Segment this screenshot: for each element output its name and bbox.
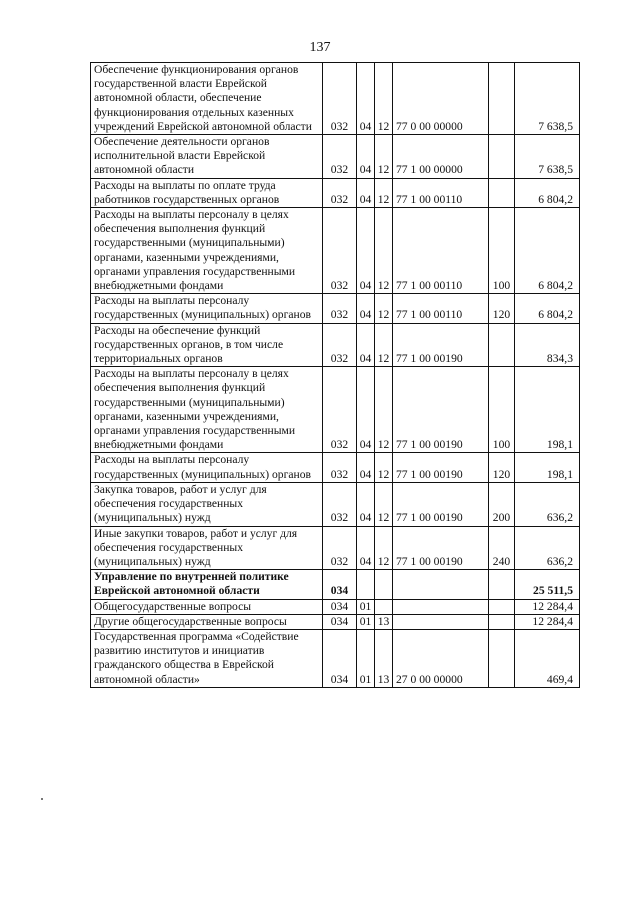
row-grbs: 034 xyxy=(323,629,357,687)
row-amount: 6 804,2 xyxy=(515,294,580,323)
row-name: Обеспечение функционирования органов государственной власти Еврейской автономной области, обеспечение функционирования отдельных казенных учреждений Еврейской автономной области xyxy=(91,63,323,135)
table-row xyxy=(91,135,580,179)
row-rz: 04 xyxy=(357,63,375,135)
row-name: Расходы на выплаты персоналу в целях обеспечения выполнения функций государственными (муниципальными) органами, казенными учреждениями, органами управления государственными внебюджетными фондами xyxy=(91,208,323,294)
row-pr: 12 xyxy=(375,178,393,207)
row-pr xyxy=(375,599,393,614)
row-pr: 12 xyxy=(375,135,393,179)
row-name: Расходы на выплаты по оплате труда работников государственных органов xyxy=(91,178,323,207)
row-target: 77 1 00 00110 xyxy=(393,208,489,294)
row-amount: 636,2 xyxy=(515,482,580,526)
row-grbs: 032 xyxy=(323,323,357,367)
row-vr: 100 xyxy=(489,367,515,453)
row-rz: 04 xyxy=(357,135,375,179)
table-row xyxy=(91,614,580,629)
scan-speck xyxy=(41,798,43,800)
page-number: 137 xyxy=(309,40,331,55)
row-target: 77 1 00 00190 xyxy=(393,323,489,367)
row-rz: 01 xyxy=(357,599,375,614)
row-vr xyxy=(489,63,515,135)
row-vr xyxy=(489,570,515,599)
row-amount: 6 804,2 xyxy=(515,178,580,207)
row-rz: 01 xyxy=(357,629,375,687)
row-rz: 04 xyxy=(357,294,375,323)
row-amount: 198,1 xyxy=(515,367,580,453)
row-rz xyxy=(357,570,375,599)
table-row xyxy=(91,599,580,614)
table-row xyxy=(91,208,580,294)
row-amount: 6 804,2 xyxy=(515,208,580,294)
row-target xyxy=(393,570,489,599)
row-name: Расходы на выплаты персоналу государственных (муниципальных) органов xyxy=(91,294,323,323)
row-grbs: 032 xyxy=(323,135,357,179)
row-rz: 04 xyxy=(357,208,375,294)
table-row-section-header xyxy=(91,570,580,599)
row-name: Общегосударственные вопросы xyxy=(91,599,323,614)
row-target: 27 0 00 00000 xyxy=(393,629,489,687)
row-target: 77 1 00 00110 xyxy=(393,178,489,207)
row-rz: 01 xyxy=(357,614,375,629)
table-row xyxy=(91,629,580,687)
row-target: 77 1 00 00190 xyxy=(393,526,489,570)
row-rz: 04 xyxy=(357,178,375,207)
row-grbs: 032 xyxy=(323,526,357,570)
row-target: 77 1 00 00110 xyxy=(393,294,489,323)
row-name: Расходы на выплаты персоналу государственных (муниципальных) органов xyxy=(91,453,323,482)
row-vr xyxy=(489,629,515,687)
row-target: 77 1 00 00190 xyxy=(393,367,489,453)
row-target: 77 0 00 00000 xyxy=(393,63,489,135)
row-pr: 12 xyxy=(375,323,393,367)
row-amount: 469,4 xyxy=(515,629,580,687)
row-grbs: 032 xyxy=(323,63,357,135)
row-rz: 04 xyxy=(357,323,375,367)
row-name: Расходы на выплаты персоналу в целях обеспечения выполнения функций государственными (муниципальными) органами, казенными учреждениями, органами управления государственными внебюджетными фондами xyxy=(91,367,323,453)
table-row xyxy=(91,453,580,482)
budget-table xyxy=(90,62,580,688)
table-row xyxy=(91,294,580,323)
row-grbs: 032 xyxy=(323,482,357,526)
row-vr xyxy=(489,178,515,207)
row-rz: 04 xyxy=(357,482,375,526)
row-grbs: 034 xyxy=(323,614,357,629)
row-vr: 120 xyxy=(489,294,515,323)
row-vr: 120 xyxy=(489,453,515,482)
row-target xyxy=(393,614,489,629)
row-vr xyxy=(489,614,515,629)
row-target xyxy=(393,599,489,614)
row-grbs: 032 xyxy=(323,178,357,207)
table-row xyxy=(91,323,580,367)
row-name: Другие общегосударственные вопросы xyxy=(91,614,323,629)
row-pr: 12 xyxy=(375,482,393,526)
row-vr xyxy=(489,135,515,179)
row-amount: 834,3 xyxy=(515,323,580,367)
row-amount: 7 638,5 xyxy=(515,63,580,135)
row-grbs: 032 xyxy=(323,294,357,323)
row-name: Обеспечение деятельности органов исполнительной власти Еврейской автономной области xyxy=(91,135,323,179)
row-amount: 12 284,4 xyxy=(515,614,580,629)
row-amount: 12 284,4 xyxy=(515,599,580,614)
table-row xyxy=(91,178,580,207)
row-amount: 7 638,5 xyxy=(515,135,580,179)
row-grbs: 034 xyxy=(323,599,357,614)
row-rz: 04 xyxy=(357,453,375,482)
row-name: Управление по внутренней политике Еврейской автономной области xyxy=(91,570,323,599)
row-amount: 636,2 xyxy=(515,526,580,570)
row-amount: 25 511,5 xyxy=(515,570,580,599)
row-pr: 12 xyxy=(375,367,393,453)
row-grbs: 032 xyxy=(323,367,357,453)
row-vr: 100 xyxy=(489,208,515,294)
row-vr: 200 xyxy=(489,482,515,526)
row-rz: 04 xyxy=(357,367,375,453)
row-pr: 12 xyxy=(375,208,393,294)
row-vr xyxy=(489,323,515,367)
row-target: 77 1 00 00190 xyxy=(393,482,489,526)
row-name: Закупка товаров, работ и услуг для обеспечения государственных (муниципальных) нужд xyxy=(91,482,323,526)
row-pr: 12 xyxy=(375,294,393,323)
row-pr: 12 xyxy=(375,526,393,570)
row-vr: 240 xyxy=(489,526,515,570)
row-amount: 198,1 xyxy=(515,453,580,482)
budget-table-body xyxy=(91,63,580,688)
row-target: 77 1 00 00190 xyxy=(393,453,489,482)
table-row xyxy=(91,526,580,570)
row-grbs: 032 xyxy=(323,208,357,294)
row-name: Расходы на обеспечение функций государственных органов, в том числе территориальных органов xyxy=(91,323,323,367)
row-vr xyxy=(489,599,515,614)
row-name: Иные закупки товаров, работ и услуг для обеспечения государственных (муниципальных) нужд xyxy=(91,526,323,570)
row-pr: 13 xyxy=(375,629,393,687)
row-pr xyxy=(375,570,393,599)
row-pr: 13 xyxy=(375,614,393,629)
row-target: 77 1 00 00000 xyxy=(393,135,489,179)
row-grbs: 032 xyxy=(323,453,357,482)
table-row xyxy=(91,482,580,526)
row-pr: 12 xyxy=(375,63,393,135)
row-name: Государственная программа «Содействие развитию институтов и инициатив гражданского общества в Еврейской автономной области» xyxy=(91,629,323,687)
row-pr: 12 xyxy=(375,453,393,482)
row-grbs: 034 xyxy=(323,570,357,599)
table-row xyxy=(91,63,580,135)
row-rz: 04 xyxy=(357,526,375,570)
table-row xyxy=(91,367,580,453)
